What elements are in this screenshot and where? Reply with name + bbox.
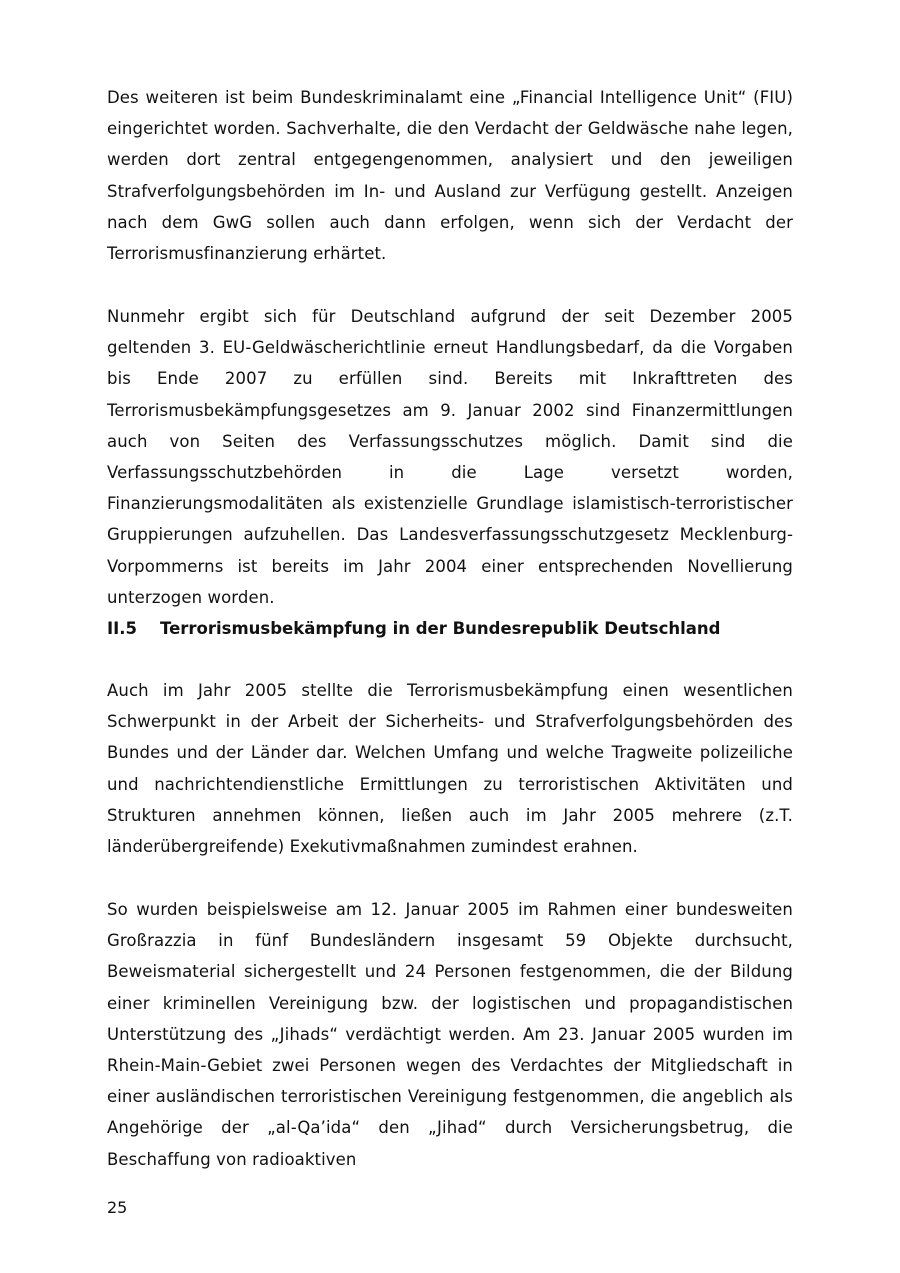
section-title: Terrorismusbekämpfung in der Bundesrepublik Deutschland [160,619,721,638]
paragraph-terror-2005: Auch im Jahr 2005 stellte die Terrorismusbekämpfung einen wesentlichen Schwerpunkt in der Arbeit der Sicherheits- und Strafverfolgungsbehörden des Bundes und der Länder dar. Welchen Umfang und welche Tragweite polizeiliche und nachrichtendienstliche Ermittlungen zu terroristischen Aktivitäten und Strukturen annehmen können, ließen auch im Jahr 2005 mehrere (z.T. länderübergreifende) Exekutivmaßnahmen zumindest erahnen. [107,681,793,857]
page-number: 25 [107,1198,128,1217]
paragraph-raids: So wurden beispielsweise am 12. Januar 2005 im Rahmen einer bundesweiten Großrazzia in fünf Bundesländern insgesamt 59 Objekte durchsucht, Beweismaterial sichergestellt und 24 Personen festgenommen, die der Bildung einer kriminellen Vereinigung bzw. der logistischen und propagandistischen Unterstützung des „Jihads“ verdächtigt werden. Am 23. Januar 2005 wurden im Rhein-Main-Gebiet zwei Personen wegen des Verdachtes der Mitgliedschaft in einer ausländischen terroristischen Vereinigung festgenommen, die angeblich als Angehörige der „al-Qa’ida“ den „Jihad“ durch Versicherungsbetrug, die Beschaffung von radioaktiven [107,900,793,1169]
section-heading [107,613,793,644]
section-number: II.5 [107,619,138,638]
paragraph-fiu: Des weiteren ist beim Bundeskriminalamt eine „Financial Intelligence Unit“ (FIU) eingerichtet worden. Sachverhalte, die den Verdacht der Geldwäsche nahe legen, werden dort zentral entgegengenommen, analysiert und den jeweiligen Strafverfolgungsbehörden im In- und Ausland zur Verfügung gestellt. Anzeigen nach dem GwG sollen auch dann erfolgen, wenn sich der Verdacht der Terrorismusfinanzierung erhärtet. [107,88,793,264]
paragraph-eu-directive: Nunmehr ergibt sich für Deutschland aufgrund der seit Dezember 2005 geltenden 3. EU-Geldwäscherichtlinie erneut Handlungsbedarf, da die Vorgaben bis Ende 2007 zu erfüllen sind. Bereits mit Inkrafttreten des Terrorismusbekämpfungsgesetzes am 9. Januar 2002 sind Finanzermittlungen auch von Seiten des Verfassungsschutzes möglich. Damit sind die Verfassungsschutzbehörden in die Lage versetzt worden, Finanzierungsmodalitäten als existenzielle Grundlage islamistisch-terroristischer Gruppierungen aufzuhellen. Das Landesverfassungsschutzgesetz Mecklenburg-Vorpommerns ist bereits im Jahr 2004 einer entsprechenden Novellierung unterzogen worden. [107,307,793,607]
